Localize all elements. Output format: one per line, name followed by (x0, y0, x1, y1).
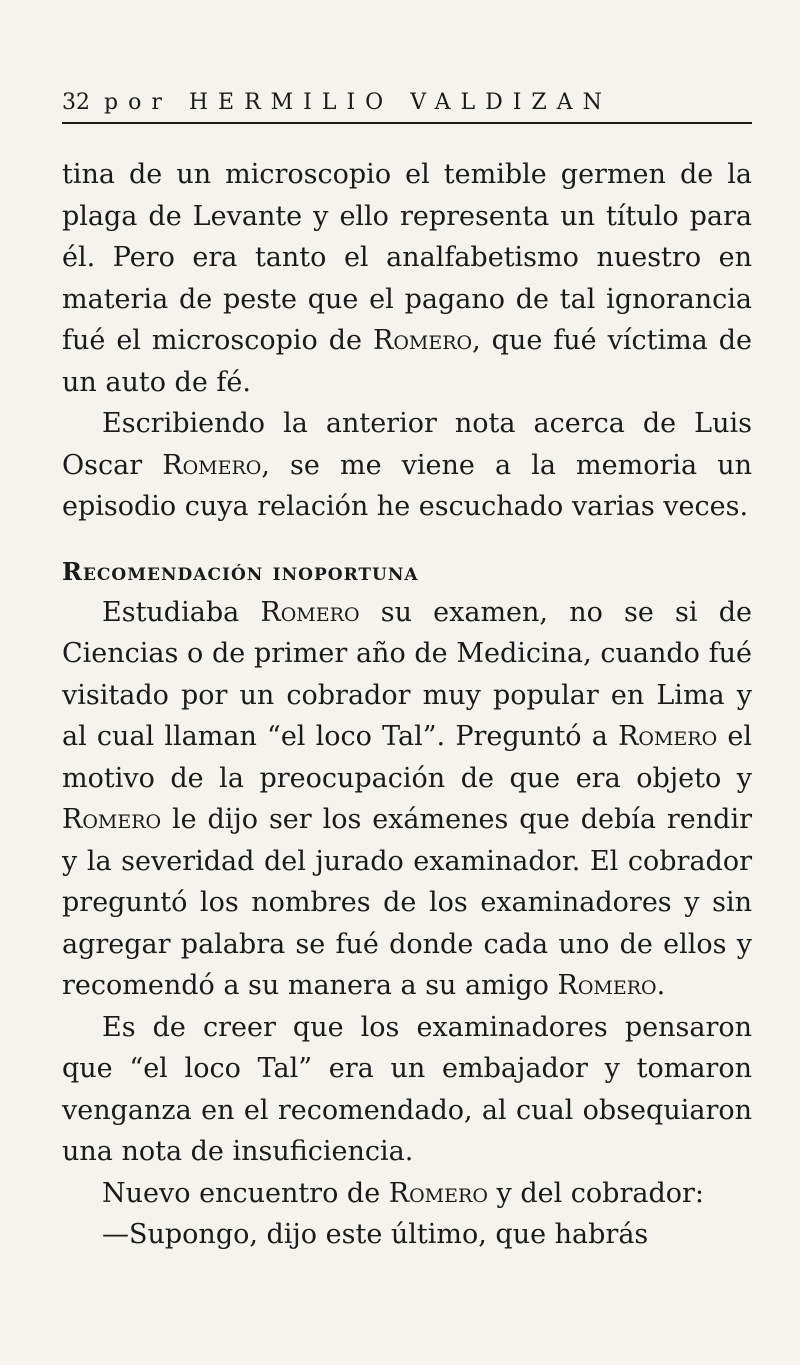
small-caps-name: Romero (62, 804, 162, 835)
text-run: Escribiendo la anterior nota acerca de Luis Oscar (62, 408, 752, 481)
paragraph (62, 1173, 752, 1215)
text-run: , que fué víctima de un auto de fé. (62, 325, 752, 398)
text-run: Nuevo encuentro de (102, 1177, 389, 1209)
text-run: Es de creer que los examinadores pensaron que “el loco Tal” era un embajador y tomaron venganza en el recomendado, al cual obsequiaron una nota de insuficiencia. (62, 1011, 752, 1167)
text-run: le dijo ser los exámenes que debía rendir y la severidad del jurado examinador. El cobrador preguntó los nombres de los examinadores y sin agregar palabra se fué donde cada uno de ellos y recomendó a su manera a su amigo (62, 804, 752, 1001)
paragraph (62, 592, 752, 1007)
small-caps-name: Romero (618, 721, 718, 752)
text-run: y del cobrador: (487, 1177, 705, 1209)
paragraph (62, 403, 752, 528)
text-run: —Supongo, dijo este último, que habrás (102, 1219, 649, 1250)
small-caps-name: Romero (557, 970, 657, 1001)
text-run: el motivo de la preocupación de que era objeto y (62, 721, 753, 794)
body-text (62, 154, 752, 1256)
text-run: tina de un microscopio el temible germen de la plaga de Levante y ello representa un título para él. Pero era tanto el analfabetismo nuestro en materia de peste que el pagano de tal ignorancia fué el microscopio de (62, 159, 752, 356)
recommendation-section (62, 592, 752, 1256)
text-run: , se me viene a la memoria un episodio cuya relación he escuchado varias veces. (62, 449, 753, 522)
section-heading: Recomendación inoportuna (62, 556, 419, 586)
small-caps-name: Romero (162, 449, 262, 481)
book-page (62, 88, 752, 1256)
page-number: 32 (62, 90, 90, 115)
text-run: Estudiaba (102, 596, 261, 628)
paragraph (62, 154, 752, 403)
text-run: . (656, 970, 666, 1001)
small-caps-name: Romero (388, 1177, 488, 1209)
small-caps-name: Romero (373, 325, 473, 356)
small-caps-name: Romero (260, 596, 360, 628)
running-title: por HERMILIO VALDIZAN (104, 90, 612, 115)
intro-section (62, 154, 752, 528)
paragraph (62, 1214, 752, 1256)
text-run: su examen, no se si de Ciencias o de primer año de Medicina, cuando fué visitado por un cobrador muy popular en Lima y al cual llaman “el loco Tal”. Preguntó a (62, 596, 753, 752)
paragraph (62, 1007, 752, 1173)
running-header (62, 88, 752, 124)
